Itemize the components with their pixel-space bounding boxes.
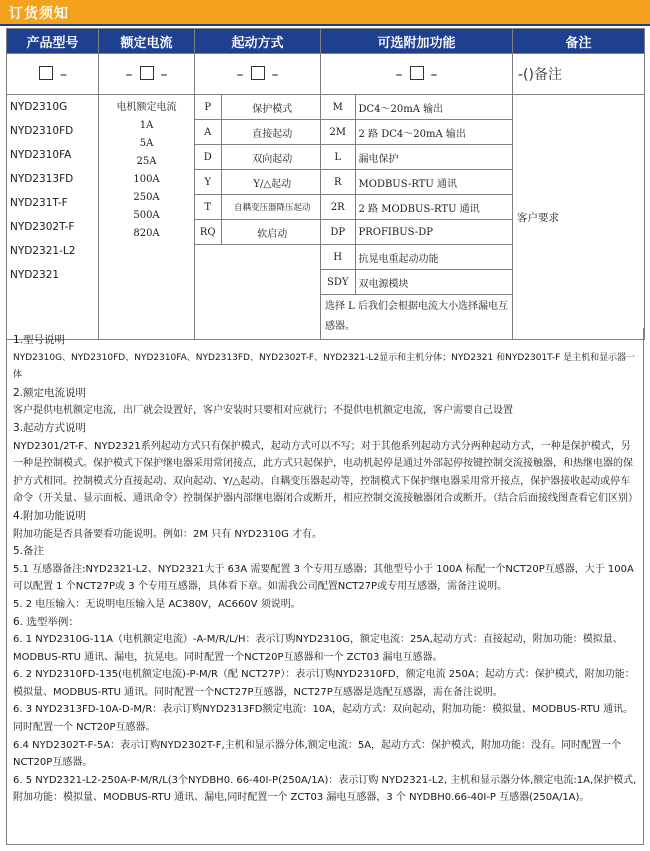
model-item: NYD2310FA	[10, 149, 72, 161]
note-line: 6. 选型举例：	[13, 615, 79, 628]
note-line: 6. 3 NYD2313FD-10A-D-M/R：表示订购NYD2313FD额定电流：10A，起动方式：双向起动，附加功能：模拟量、MODBUS-RTU 通讯。同时配置一个 NCT20P互感器。	[13, 704, 634, 734]
remark-code-slot: -()备注	[513, 54, 645, 95]
current-value: 820A	[133, 228, 160, 239]
start-mode-item: D 双向起动	[195, 145, 320, 170]
start-mode-item: Y Y/△起动	[195, 170, 320, 195]
header-current: 额定电流	[99, 29, 195, 54]
addon-item: 2R 2 路 MODBUS-RTU 通讯	[321, 195, 512, 220]
section-banner	[0, 0, 650, 26]
note-line: 6.4 NYD2302T-F-5A：表示订购NYD2302T-F,主机和显示器分体,额定电流：5A，起动方式：保护模式，附加功能：没有。同时配置一个 NCT20P互感器。	[13, 739, 622, 769]
note-line: 6. 5 NYD2321-L2-250A-P-M/R/L(3个NYDBH0. 66-40I-P(250A/1A)：表示订购 NYD2321-L2, 主机和显示器分体,额定电流:1A,保护模式,附加功能：模拟量、MODBUS-RTU 通讯、漏电,同时配置一个 ZCT03 漏电互感器，3 个 NYDBH0.66-40I-P 互感器(250A/1A)。	[13, 774, 637, 804]
notes-section	[6, 328, 644, 845]
header-model: 产品型号	[7, 29, 99, 54]
model-item: NYD2321-L2	[10, 245, 76, 257]
addon-item: H 抗晃电重起动功能	[321, 245, 512, 270]
header-row	[7, 29, 645, 54]
current-value: 500A	[133, 210, 160, 221]
note-line: 附加功能是否具备要看功能说明。例如：2M 只有 NYD2310G 才有。	[13, 528, 323, 540]
note-line: 1.型号说明	[13, 334, 66, 346]
addon-item: R MODBUS-RTU 通讯	[321, 170, 512, 195]
header-addons: 可选附加功能	[321, 29, 513, 54]
current-value: 1A	[139, 120, 154, 131]
remark-text: 客户要求	[513, 95, 645, 340]
addon-item: M DC4～20mA 输出	[321, 95, 512, 120]
start-mode-item: RQ 软启动	[195, 220, 320, 245]
model-item: NYD2313FD	[10, 173, 74, 185]
note-line: 客户提供电机额定电流，出厂就会设置好，客户安装时只要相对应就行；不提供电机额定电流，客户需要自己设置	[13, 405, 513, 417]
model-code-slot: –	[7, 54, 99, 95]
note-line: 5.备注	[13, 545, 45, 558]
order-spec-table	[6, 28, 645, 340]
addon-item: L 漏电保护	[321, 145, 512, 170]
addon-item: DP PROFIBUS-DP	[321, 220, 512, 245]
blank-box-icon	[140, 66, 154, 80]
note-line: NYD2310G、NYD2310FD、NYD2310FA、NYD2313FD、NYD2302T-F、NYD2321-L2显示和主机分体；NYD2321 和NYD2301T-F 是主机和显示器一体	[13, 352, 636, 381]
current-value: 100A	[133, 174, 160, 185]
blank-box-icon	[410, 66, 424, 80]
note-line: NYD2301/2T-F、NYD2321系列起动方式只有保护模式，起动方式可以不写；对于其他系列起动方式分两种起动方式，一种是保护模式，另一种是控制模式。保护模式下保护继电器采用常闭接点，此方式只起保护，电动机起停是通过外部起停按键控制交流接触器，和热继电器的保护方式相同。控制模式分直接起动、双向起动、Y/△起动、自耦变压器起动等，控制模式下保护继电器采用常开接点，保护器接收起动或停车命令（开关量、显示面板、通讯命令）控制保护器内部继电器闭合或断开，相应控制交流接触器闭合或断开。（结合后面接线图查看它们区别）	[13, 440, 638, 505]
model-item: NYD2321	[10, 269, 60, 281]
header-remark: 备注	[513, 29, 645, 54]
current-value: 25A	[136, 156, 157, 167]
code-template-row	[7, 54, 645, 95]
start-code-slot: – –	[195, 54, 321, 95]
note-line: 2.额定电流说明	[13, 386, 87, 399]
note-line: 6. 1 NYD2310G-11A（电机额定电流）-A-M/R/L/H：表示订购NYD2310G，额定电流：25A,起动方式：直接起动，附加功能：模拟量、MODBUS-RTU 通讯、漏电，抗晃电。同时配置一个NCT20P互感器和一个 ZCT03 漏电互感器。	[13, 634, 623, 663]
note-line: 5.1 互感器备注:NYD2321-L2、NYD2321大于 63A 需要配置 3 个专用互感器；其他型号小于 100A 标配一个NCT20P互感器，大于 100A 可以配置 1 个NCT27P或 3 个专用互感器，具体看下章。如需我公司配置NCT27P或专用互感器，需备注说明。	[13, 563, 634, 593]
header-start-mode: 起动方式	[195, 29, 321, 54]
addon-list	[321, 95, 513, 340]
addon-item: SDY 双电源模块	[321, 270, 512, 295]
blank-box-icon	[39, 66, 53, 80]
addon-code-slot: – –	[321, 54, 513, 95]
addon-note: 选择 L 后我们会根据电流大小选择漏电互感器。	[325, 301, 508, 332]
current-code-slot: – –	[99, 54, 195, 95]
start-mode-list	[195, 95, 321, 340]
model-item: NYD2302T-F	[10, 221, 75, 233]
current-label: 电机额定电流	[116, 102, 177, 113]
current-value: 5A	[139, 138, 154, 149]
section-title: 订货须知	[9, 6, 69, 22]
note-line: 6. 2 NYD2310FD-135(电机额定电流)-P-M/R（配 NCT27P）：表示订购NYD2310FD，额定电流 250A；起动方式：保护模式，附加功能：模拟量、MODBUS-RTU 通讯。同时配置一个NCT27P互感器，NCT27P互感器是选配互感器，需在备注说明。	[13, 669, 635, 698]
model-item: NYD2310FD	[10, 125, 74, 137]
model-item: NYD231T-F	[10, 197, 68, 209]
start-mode-item: A 直接起动	[195, 120, 320, 145]
model-list	[7, 95, 99, 340]
current-value: 250A	[133, 192, 160, 203]
note-line: 3.起动方式说明	[13, 421, 87, 434]
current-list	[99, 95, 195, 340]
start-mode-item: T 自耦变压器降压起动	[195, 195, 320, 220]
options-row	[7, 95, 645, 340]
note-line: 5. 2 电压输入：无说明电压输入是 AC380V，AC660V 须说明。	[13, 598, 301, 610]
model-item: NYD2310G	[10, 101, 68, 113]
start-mode-item: P 保护模式	[195, 95, 320, 120]
blank-box-icon	[251, 66, 265, 80]
addon-item: 2M 2 路 DC4～20mA 输出	[321, 120, 512, 145]
note-line: 4.附加功能说明	[13, 509, 87, 522]
